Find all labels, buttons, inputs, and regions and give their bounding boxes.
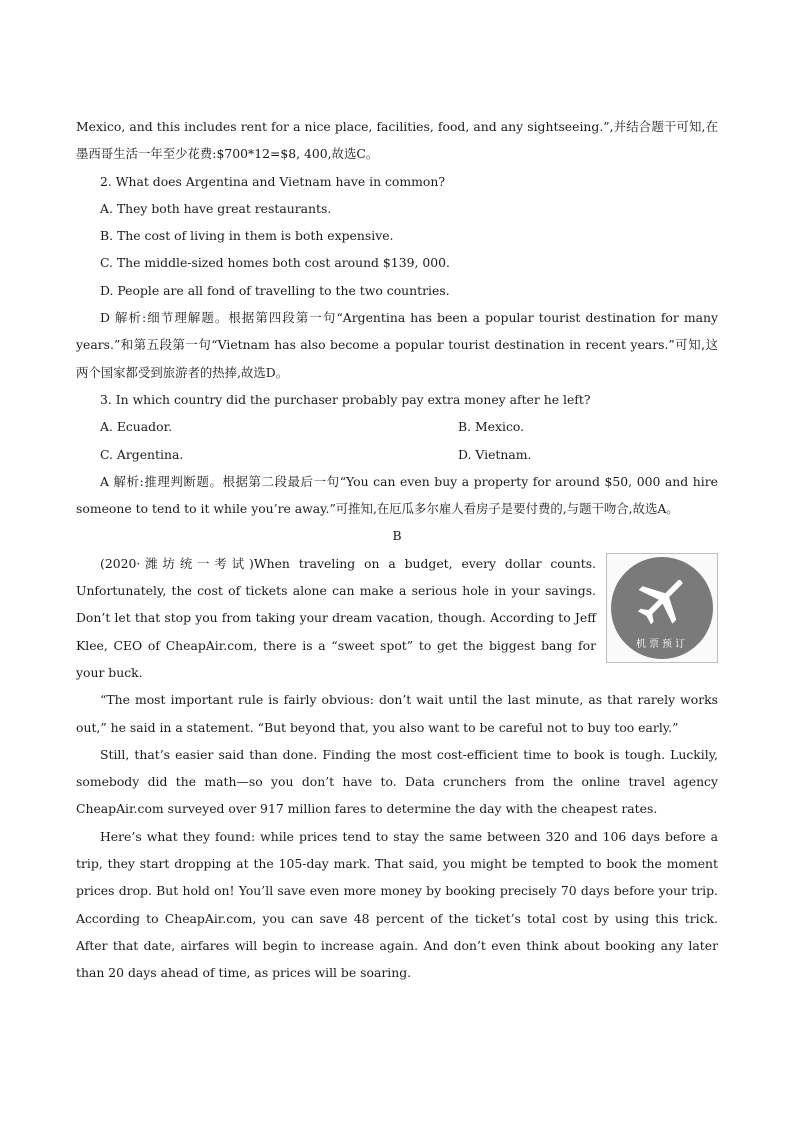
q2-option-a: A. They both have great restaurants.: [100, 200, 332, 216]
section-label: B: [392, 528, 402, 544]
question-2: [76, 168, 718, 386]
q3-option-c: C. Argentina.: [100, 446, 184, 462]
q3-question: 3. In which country did the purchaser probably pay extra money after he left?: [100, 391, 591, 407]
passage-paragraph-2: “The most important rule is fairly obvious: don’t wait until the last minute, as that rarely works out,” he said in a statement. “But beyond that, you also want to be careful not to buy too early.”: [76, 692, 718, 735]
airplane-icon: [630, 571, 694, 630]
q3-options-row-2: [76, 441, 718, 468]
q2-option-b: B. The cost of living in them is both expensive.: [100, 228, 394, 244]
q3-option-d: D. Vietnam.: [458, 446, 532, 462]
image-caption: 机票预订: [636, 639, 688, 651]
question-3: [76, 386, 718, 522]
flight-badge: [611, 557, 713, 659]
q2-option-d: D. People are all fond of travelling to the two countries.: [100, 282, 450, 298]
q3-analysis: A 解析:推理判断题。根据第二段最后一句“You can even buy a property for around $50, 000 and hire someone to tend to it while you’re away.”可推知,在厄瓜多尔雇人看房子是要付费的,与题干吻合,故选A。: [76, 473, 718, 517]
q2-question: 2. What does Argentina and Vietnam have in common?: [100, 173, 445, 189]
q3-option-b: B. Mexico.: [458, 419, 525, 435]
passage-paragraph-4: Here’s what they found: while prices tend to stay the same between 320 and 106 days before a trip, they start dropping at the 105-day mark. That said, you might be tempted to book the moment prices drop. But hold on! You’ll save even more money by booking precisely 70 days before your trip. According to CheapAir.com, you can save 48 percent of the ticket’s total cost by using this trick. After that date, airfares will begin to increase again. And don’t even think about booking any later than 20 days ahead of time, as prices will be soaring.: [76, 828, 718, 981]
q3-options-row-1: [76, 413, 718, 440]
q3-option-a: A. Ecuador.: [100, 419, 173, 435]
document-body: [76, 113, 718, 987]
q2-analysis: D 解析:细节理解题。根据第四段第一句“Argentina has been a popular tourist destination for many years.”和第五段第一句“Vietnam has also become a popular tourist destination in recent years.”可知,这两个国家都受到旅游者的热捧,故选D。: [76, 310, 718, 380]
q2-option-c: C. The middle-sized homes both cost around $139, 000.: [100, 255, 450, 271]
flight-booking-image: [606, 553, 718, 663]
q1-analysis-tail: Mexico, and this includes rent for a nice place, facilities, food, and any sightseeing.”,并结合题干可知,在墨西哥生活一年至少花费:$700*12=$8, 400,故选C。: [76, 119, 718, 162]
passage-paragraph-3: Still, that’s easier said than done. Finding the most cost-efficient time to book is tough. Luckily, somebody did the math—so you don’t have to. Data crunchers from the online travel agency CheapAir.com surveyed over 917 million fares to determine the day with the cheapest rates.: [76, 746, 718, 817]
passage-paragraph-1: (2020·潍坊统一考试)When traveling on a budget, every dollar counts. Unfortunately, the cost of tickets alone can make a serious hole in your savings. Don’t let that stop you from taking your dream vacation, though. According to Jeff Klee, CEO of CheapAir.com, there is a “sweet spot” to get the biggest bang for your buck.: [76, 555, 596, 680]
